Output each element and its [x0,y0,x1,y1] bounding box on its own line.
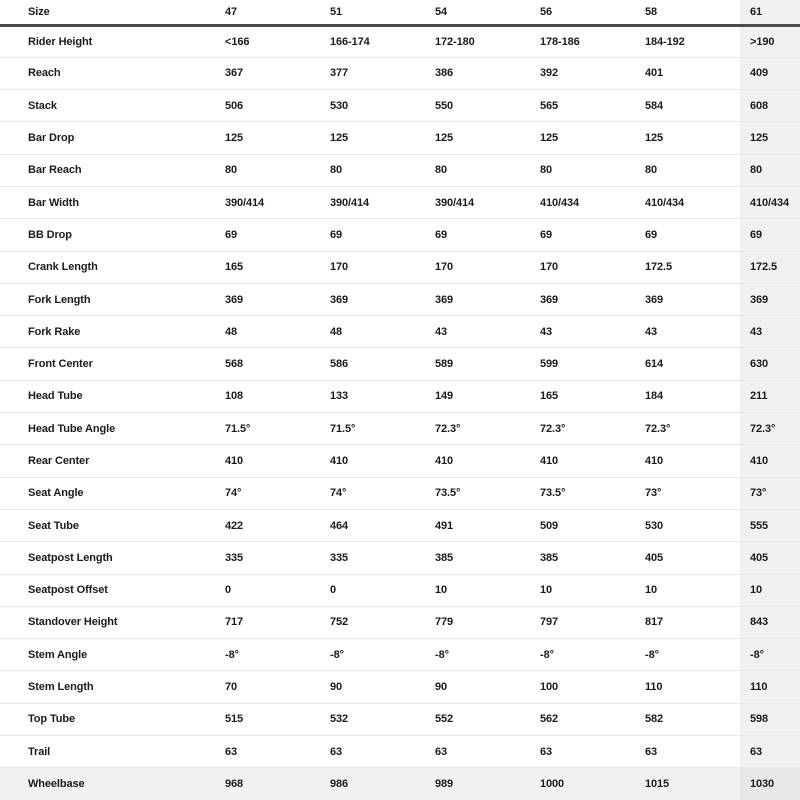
value-cell: 73.5° [425,477,530,509]
row-label: Head Tube [0,380,215,412]
value-cell: 48 [215,316,320,348]
value-cell: 90 [320,671,425,703]
header-cell-size-61: 61 [740,0,800,25]
value-cell: 1000 [530,768,635,800]
value-cell: 43 [425,316,530,348]
value-cell: 0 [215,574,320,606]
value-cell: 73.5° [530,477,635,509]
value-cell: 390/414 [320,186,425,218]
value-cell: 69 [740,219,800,251]
value-cell: 178-186 [530,25,635,57]
value-cell: 422 [215,509,320,541]
value-cell: 43 [740,316,800,348]
value-cell: 0 [320,574,425,606]
value-cell: 410/434 [740,186,800,218]
value-cell: 589 [425,348,530,380]
value-cell: -8° [425,639,530,671]
value-cell: 80 [320,154,425,186]
value-cell: 69 [530,219,635,251]
row-label: Reach [0,57,215,89]
value-cell: 410/434 [530,186,635,218]
value-cell: 385 [530,542,635,574]
value-cell: 63 [320,736,425,768]
row-label: Bar Drop [0,122,215,154]
value-cell: -8° [215,639,320,671]
value-cell: 989 [425,768,530,800]
value-cell: 108 [215,380,320,412]
value-cell: 532 [320,703,425,735]
value-cell: 125 [425,122,530,154]
value-cell: 63 [425,736,530,768]
value-cell: 125 [635,122,740,154]
value-cell: 211 [740,380,800,412]
value-cell: 165 [215,251,320,283]
value-cell: 464 [320,509,425,541]
row-label: Standover Height [0,606,215,638]
value-cell: 410 [215,445,320,477]
value-cell: 410 [425,445,530,477]
value-cell: 184-192 [635,25,740,57]
value-cell: 843 [740,606,800,638]
row-label: Fork Length [0,283,215,315]
row-label: Head Tube Angle [0,413,215,445]
value-cell: 410/434 [635,186,740,218]
value-cell: 530 [320,90,425,122]
value-cell: 410 [635,445,740,477]
header-cell-size-56: 56 [530,0,635,25]
value-cell: 172-180 [425,25,530,57]
value-cell: 80 [635,154,740,186]
row-label: Top Tube [0,703,215,735]
value-cell: 335 [215,542,320,574]
value-cell: 367 [215,57,320,89]
value-cell: 43 [635,316,740,348]
value-cell: 562 [530,703,635,735]
value-cell: 80 [215,154,320,186]
table-row [0,413,800,445]
value-cell: 614 [635,348,740,380]
value-cell: 69 [635,219,740,251]
header-cell-size-58: 58 [635,0,740,25]
table-row [0,639,800,671]
value-cell: 515 [215,703,320,735]
value-cell: 608 [740,90,800,122]
value-cell: 125 [215,122,320,154]
value-cell: 630 [740,348,800,380]
value-cell: 369 [215,283,320,315]
table-row [0,671,800,703]
value-cell: 43 [530,316,635,348]
table-row [0,219,800,251]
value-cell: 369 [425,283,530,315]
table-row [0,703,800,735]
table-row [0,251,800,283]
value-cell: 184 [635,380,740,412]
row-label: Bar Reach [0,154,215,186]
value-cell: 63 [530,736,635,768]
value-cell: 369 [320,283,425,315]
value-cell: 10 [635,574,740,606]
table-row [0,380,800,412]
value-cell: 986 [320,768,425,800]
table-row [0,186,800,218]
table-row [0,283,800,315]
value-cell: 63 [635,736,740,768]
value-cell: 165 [530,380,635,412]
row-label: Stem Length [0,671,215,703]
table-row [0,477,800,509]
value-cell: 410 [740,445,800,477]
value-cell: 69 [215,219,320,251]
value-cell: 1030 [740,768,800,800]
value-cell: 491 [425,509,530,541]
table-row [0,348,800,380]
value-cell: 70 [215,671,320,703]
value-cell: 817 [635,606,740,638]
value-cell: 72.3° [425,413,530,445]
value-cell: 170 [530,251,635,283]
value-cell: 125 [320,122,425,154]
row-label: Bar Width [0,186,215,218]
table-row [0,316,800,348]
header-cell-size-47: 47 [215,0,320,25]
value-cell: 90 [425,671,530,703]
value-cell: 166-174 [320,25,425,57]
value-cell: 72.3° [530,413,635,445]
value-cell: 71.5° [320,413,425,445]
value-cell: >190 [740,25,800,57]
value-cell: 72.3° [635,413,740,445]
value-cell: 386 [425,57,530,89]
value-cell: 968 [215,768,320,800]
value-cell: 555 [740,509,800,541]
value-cell: 133 [320,380,425,412]
value-cell: 369 [530,283,635,315]
value-cell: 530 [635,509,740,541]
value-cell: 392 [530,57,635,89]
row-label: Stem Angle [0,639,215,671]
table-body [0,25,800,800]
value-cell: 149 [425,380,530,412]
row-label: Rider Height [0,25,215,57]
value-cell: 48 [320,316,425,348]
value-cell: 586 [320,348,425,380]
value-cell: 110 [740,671,800,703]
value-cell: 63 [740,736,800,768]
value-cell: 598 [740,703,800,735]
header-row [0,0,800,25]
value-cell: 10 [425,574,530,606]
row-label: Seatpost Length [0,542,215,574]
table-row [0,122,800,154]
table-row [0,445,800,477]
value-cell: 63 [215,736,320,768]
value-cell: 599 [530,348,635,380]
row-label: Rear Center [0,445,215,477]
table-row [0,542,800,574]
value-cell: 110 [635,671,740,703]
value-cell: 369 [740,283,800,315]
value-cell: 565 [530,90,635,122]
row-label: Trail [0,736,215,768]
value-cell: 410 [530,445,635,477]
value-cell: 385 [425,542,530,574]
value-cell: 172.5 [635,251,740,283]
header-cell-size: Size [0,0,215,25]
value-cell: 72.3° [740,413,800,445]
value-cell: 74° [215,477,320,509]
header-cell-size-54: 54 [425,0,530,25]
value-cell: 125 [530,122,635,154]
table-row [0,606,800,638]
value-cell: 401 [635,57,740,89]
value-cell: 74° [320,477,425,509]
value-cell: 170 [425,251,530,283]
table-row [0,25,800,57]
value-cell: 71.5° [215,413,320,445]
value-cell: 170 [320,251,425,283]
value-cell: 80 [530,154,635,186]
value-cell: -8° [320,639,425,671]
value-cell: 509 [530,509,635,541]
value-cell: 125 [740,122,800,154]
value-cell: 584 [635,90,740,122]
value-cell: -8° [740,639,800,671]
value-cell: 69 [425,219,530,251]
value-cell: 568 [215,348,320,380]
header-cell-size-51: 51 [320,0,425,25]
value-cell: 390/414 [215,186,320,218]
value-cell: 582 [635,703,740,735]
value-cell: 405 [635,542,740,574]
value-cell: 410 [320,445,425,477]
row-label: Crank Length [0,251,215,283]
row-label: Wheelbase [0,768,215,800]
value-cell: 506 [215,90,320,122]
value-cell: 409 [740,57,800,89]
value-cell: -8° [530,639,635,671]
table-row [0,509,800,541]
value-cell: 390/414 [425,186,530,218]
table-row [0,90,800,122]
value-cell: 752 [320,606,425,638]
value-cell: 172.5 [740,251,800,283]
value-cell: 552 [425,703,530,735]
row-label: BB Drop [0,219,215,251]
value-cell: <166 [215,25,320,57]
value-cell: 797 [530,606,635,638]
table-row [0,154,800,186]
value-cell: 779 [425,606,530,638]
row-label: Stack [0,90,215,122]
table-row [0,57,800,89]
row-label: Seat Angle [0,477,215,509]
row-label: Seatpost Offset [0,574,215,606]
value-cell: 69 [320,219,425,251]
value-cell: 100 [530,671,635,703]
value-cell: 369 [635,283,740,315]
value-cell: 1015 [635,768,740,800]
value-cell: -8° [635,639,740,671]
value-cell: 80 [740,154,800,186]
value-cell: 377 [320,57,425,89]
value-cell: 335 [320,542,425,574]
value-cell: 73° [740,477,800,509]
table-row [0,768,800,800]
value-cell: 405 [740,542,800,574]
value-cell: 80 [425,154,530,186]
value-cell: 73° [635,477,740,509]
value-cell: 550 [425,90,530,122]
row-label: Seat Tube [0,509,215,541]
value-cell: 717 [215,606,320,638]
value-cell: 10 [740,574,800,606]
row-label: Front Center [0,348,215,380]
table-row [0,574,800,606]
value-cell: 10 [530,574,635,606]
table-row [0,736,800,768]
row-label: Fork Rake [0,316,215,348]
